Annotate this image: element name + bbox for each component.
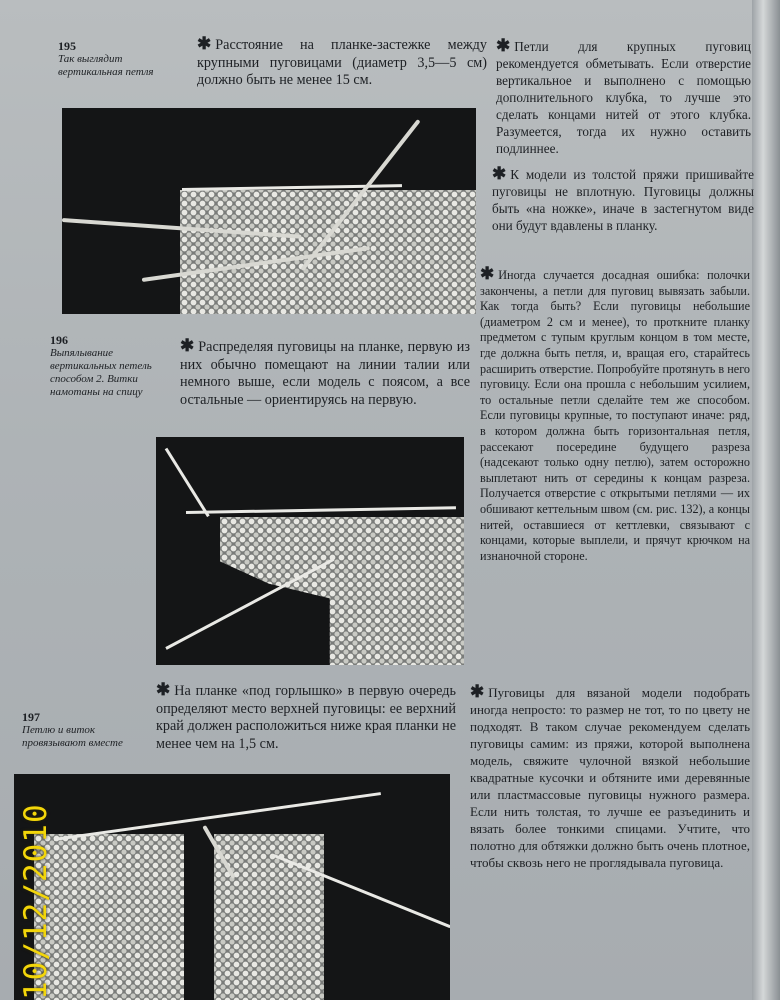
caption-text: Петлю и виток провязывают вместе [22, 724, 123, 749]
paragraph-thick-yarn [492, 165, 754, 234]
figure-number: 195 [58, 39, 76, 53]
caption-197 [22, 711, 152, 750]
asterisk-icon: ✱ [180, 336, 195, 355]
asterisk-icon: ✱ [156, 680, 171, 699]
asterisk-icon: ✱ [496, 36, 511, 55]
paragraph-forgotten-holes [480, 266, 750, 564]
paragraph-text: К модели из толстой пряжи пришивайте пуговицы не вплотную. Пуговицы должны быть «на ножке», иначе в застегнутом виде они будут вдавлены в планку. [492, 167, 754, 233]
camera-date-stamp: 10/12/2010 [18, 803, 54, 1000]
paragraph-button-placement [180, 337, 470, 409]
asterisk-icon: ✱ [492, 164, 507, 183]
figure-number: 197 [22, 710, 40, 724]
caption-text: Выпялывание вертикальных петель способом 2. Витки намотаны на спицу [50, 347, 152, 398]
caption-195 [58, 40, 178, 79]
paragraph-text: Распределяя пуговицы на планке, первую из них обычно помещают на линии талии или немного выше, если модель с поясом, а все остальные — ориентируясь на первую. [180, 339, 470, 408]
paragraph-making-buttons [470, 683, 750, 871]
photo-195-vertical-loop [62, 108, 476, 314]
figure-number: 196 [50, 333, 68, 347]
knitting-needle [186, 506, 456, 514]
paragraph-text: Иногда случается досадная ошибка: полочки закончены, а петли для пуговиц вывязать забыли. Как тогда быть? Если пуговицы небольшие (диаметром 2 см и менее), то проткните планку предметом с тупым круглым концом в том месте, где должна быть петля, и, вращая его, старайтесь расширить отверстие. Попробуйте протянуть в него пуговицу. Если она прошла с небольшим усилием, то остальные петли сделайте тем же способом. Если пуговицы крупные, то поступают иначе: ряд, в котором должна быть горизонтальная петля, рассекают посередине будущего разреза (надсекают только одну петлю), затем осторожно выплетают нить от середины к концам разреза. Получается отверстие с открытыми петлями — их обшивают кеттельным швом (см. рис. 132), а концы нитей, оставшиеся от кеттлевки, связывают с концами, которые выплели, и прячут крючком на изнаночной стороне. [480, 268, 750, 563]
knitted-fabric [214, 834, 324, 1000]
asterisk-icon: ✱ [197, 34, 212, 53]
asterisk-icon: ✱ [470, 682, 485, 701]
page-edge [752, 0, 780, 1000]
knitting-needle [165, 448, 210, 517]
paragraph-text: Расстояние на планке-застежке между крупными пуговицами (диаметр 3,5—5 см) должно быть не менее 15 см. [197, 37, 487, 89]
paragraph-large-buttons [496, 37, 751, 157]
photo-197-loop-and-twist [14, 774, 450, 1000]
caption-text: Так выглядит вертикальная петля [58, 53, 154, 78]
paragraph-collar-placket [156, 681, 456, 753]
asterisk-icon: ✱ [480, 264, 495, 283]
photo-196-knitting-loops [156, 437, 464, 665]
paragraph-text: Пуговицы для вязаной модели подобрать иногда непросто: то размер не тот, то по цвету не подходят. В таком случае рекомендуем сделать пуговицы самим: из пряжи, которой выполнена модель, свяжите чулочной вязкой небольшие квадратные кусочки и обтяните ими деревянные или пластмассовые пуговицы нужного размера. Если нить толстая, то лучше ее разъединить и вязать более тонкими спицами. Учтите, что полотно для обтяжки должно быть очень плотное, чтобы сквозь него не проглядывала пуговица. [470, 685, 750, 870]
caption-196 [50, 334, 160, 399]
knitted-fabric [220, 517, 464, 665]
paragraph-text: На планке «под горлышко» в первую очередь определяют место верхней пуговицы: ее верхний край должен расположиться ниже края планки не менее чем на 1,5 см. [156, 683, 456, 752]
paragraph-text: Петли для крупных пуговиц рекомендуется обметывать. Если отверстие вертикальное и выполнено с помощью дополнительного клубка, то лучше это сделать концами нитей от этого клубка. Разумеется, тогда их нужно оставить подлиннее. [496, 39, 751, 156]
paragraph-button-spacing [197, 35, 487, 90]
